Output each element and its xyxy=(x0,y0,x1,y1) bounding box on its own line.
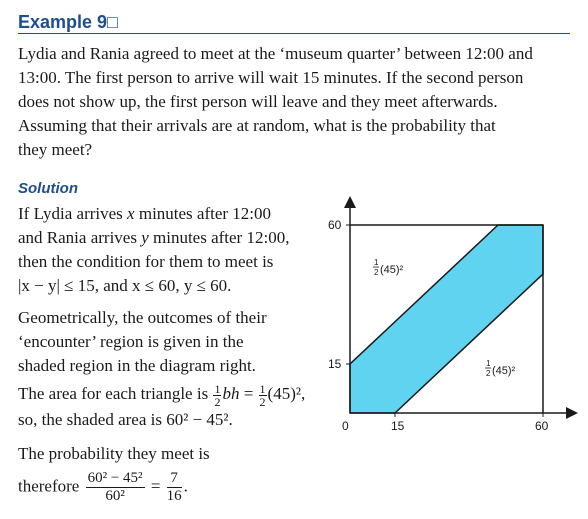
geometry-line: Geometrically, the outcomes of their xyxy=(18,308,267,327)
problem-statement xyxy=(18,42,578,162)
solution-paragraph-probability xyxy=(18,442,338,505)
solution-paragraph-condition xyxy=(18,202,328,298)
problem-line: Lydia and Rania agreed to meet at the ‘museum quarter’ between 12:00 and xyxy=(18,44,533,63)
header-rule xyxy=(18,33,570,34)
condition-inequality: |x − y| ≤ 15, and x ≤ 60, y ≤ 60. xyxy=(18,276,232,295)
area-line-1: The area for each triangle is $\frac{1}{2}$ bh = $\frac{1}{2}$ (45)², xyxy=(18,381,306,409)
svg-text:2: 2 xyxy=(486,369,491,378)
condition-line-3: then the condition for them to meet is xyxy=(18,252,274,271)
svg-text:(45)²: (45)² xyxy=(380,264,404,276)
area-line-2: so, the shaded area is 60² − 45². xyxy=(18,409,233,429)
problem-line: Assuming that their arrivals are at random, what is the probability that xyxy=(18,116,496,135)
example-title: Example 9□ xyxy=(18,12,122,33)
condition-line-1: If Lydia arrives x minutes after 12:00 xyxy=(18,204,272,223)
solution-paragraph-geometry xyxy=(18,306,328,378)
half-fraction: $\frac{1}{2}$ xyxy=(259,381,266,409)
svg-text:2: 2 xyxy=(374,268,379,277)
svg-text:1: 1 xyxy=(374,258,379,267)
geometry-line: shaded region in the diagram right. xyxy=(18,356,256,375)
svg-text:1: 1 xyxy=(486,359,491,368)
x-tick-15: 15 xyxy=(391,419,405,433)
y-tick-15: 15 xyxy=(328,357,342,371)
geometry-line: ‘encounter’ region is given in the xyxy=(18,332,244,351)
probability-line-2: therefore $\frac{\text{60² − 45²}}{\text{60²}}$ = $\frac{7}{16}$ . xyxy=(18,470,188,504)
x-tick-0: 0 xyxy=(342,419,349,433)
example-header xyxy=(18,12,570,36)
solution-paragraph-area xyxy=(18,382,338,432)
solution-heading: Solution xyxy=(18,180,78,197)
x-tick-60: 60 xyxy=(535,419,549,433)
lower-triangle-label xyxy=(485,359,516,378)
probability-result: $\frac{7}{16}$ xyxy=(166,470,182,504)
y-tick-60: 60 xyxy=(328,218,342,232)
problem-line: 13:00. The first person to arrive will wait 15 minutes. If the second person xyxy=(18,68,524,87)
probability-fraction: $\frac{\text{60² − 45²}}{\text{60²}}$ xyxy=(87,470,143,504)
meeting-region xyxy=(350,225,543,413)
probability-line-1: The probability they meet is xyxy=(18,444,210,463)
upper-triangle-label xyxy=(373,258,404,277)
condition-line-2: and Rania arrives y minutes after 12:00, xyxy=(18,228,290,247)
svg-text:(45)²: (45)² xyxy=(492,365,516,377)
sample-space-diagram xyxy=(322,192,588,442)
problem-line: they meet? xyxy=(18,140,93,159)
problem-line: does not show up, the first person will leave and they meet afterwards. xyxy=(18,92,498,111)
half-fraction: $\frac{1}{2}$ xyxy=(214,381,221,409)
